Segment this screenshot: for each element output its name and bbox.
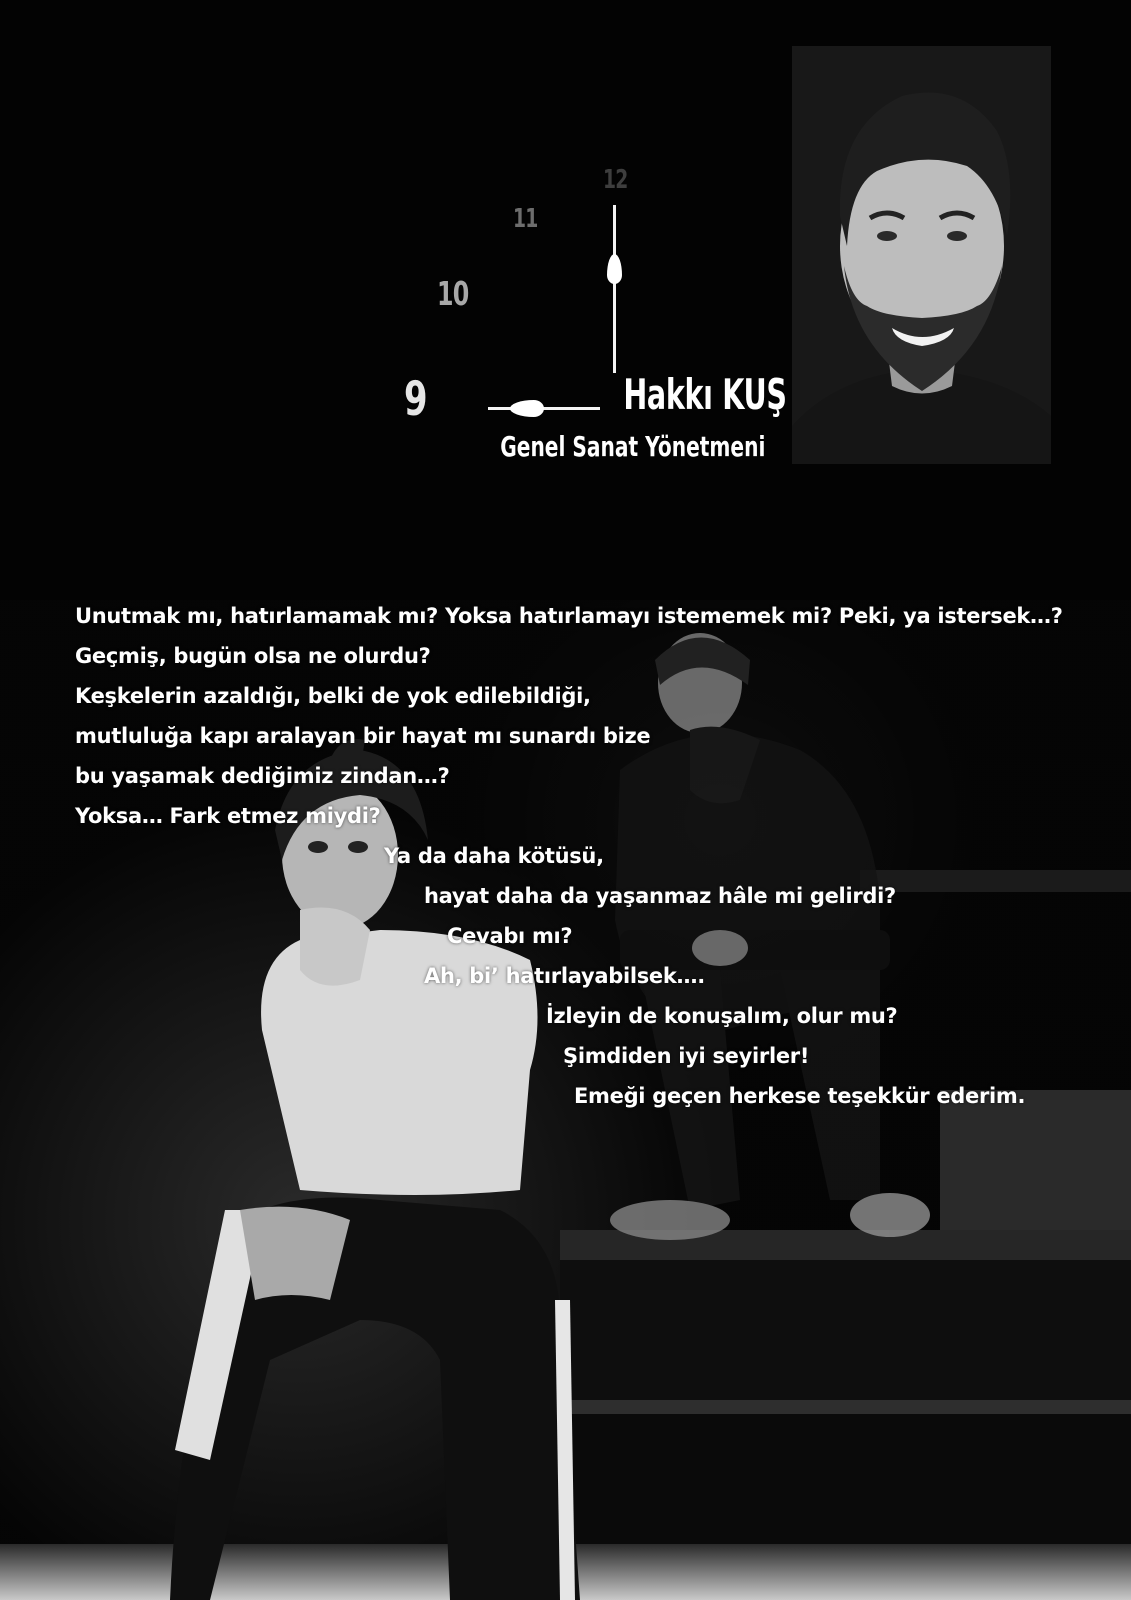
portrait-photo xyxy=(792,46,1051,464)
clock-number-12: 12 xyxy=(603,165,628,195)
text-line: Ya da daha kötüsü, xyxy=(384,844,604,868)
clock-minute-hand-tip-icon xyxy=(607,254,622,284)
text-line: mutluluğa kapı aralayan bir hayat mı sunardı bize xyxy=(75,724,651,748)
text-line: İzleyin de konuşalım, olur mu? xyxy=(546,1004,898,1028)
text-line: Yoksa… Fark etmez miydi? xyxy=(75,804,381,828)
text-line: Unutmak mı, hatırlamamak mı? Yoksa hatırlamayı istememek mi? Peki, ya istersek…? xyxy=(75,604,1063,628)
clock-number-10: 10 xyxy=(437,274,469,313)
clock-hour-hand-tip-icon xyxy=(510,400,544,417)
text-line: Emeği geçen herkese teşekkür ederim. xyxy=(574,1084,1026,1108)
text-line: bu yaşamak dediğimiz zindan…? xyxy=(75,764,450,788)
director-title: Genel Sanat Yönetmeni xyxy=(500,430,766,463)
clock-number-9: 9 xyxy=(404,372,427,427)
text-line: Ah, bi’ hatırlayabilsek…. xyxy=(424,964,705,988)
text-line: hayat daha da yaşanmaz hâle mi gelirdi? xyxy=(424,884,896,908)
clock-number-11: 11 xyxy=(513,204,538,234)
clock-hour-hand-icon xyxy=(488,407,600,410)
director-name: Hakkı KUŞ xyxy=(623,370,787,419)
text-line: Keşkelerin azaldığı, belki de yok edilebildiği, xyxy=(75,684,591,708)
text-line: Cevabı mı? xyxy=(447,924,573,948)
clock-minute-hand-icon xyxy=(613,205,616,373)
text-line: Şimdiden iyi seyirler! xyxy=(563,1044,810,1068)
text-line: Geçmiş, bugün olsa ne olurdu? xyxy=(75,644,431,668)
